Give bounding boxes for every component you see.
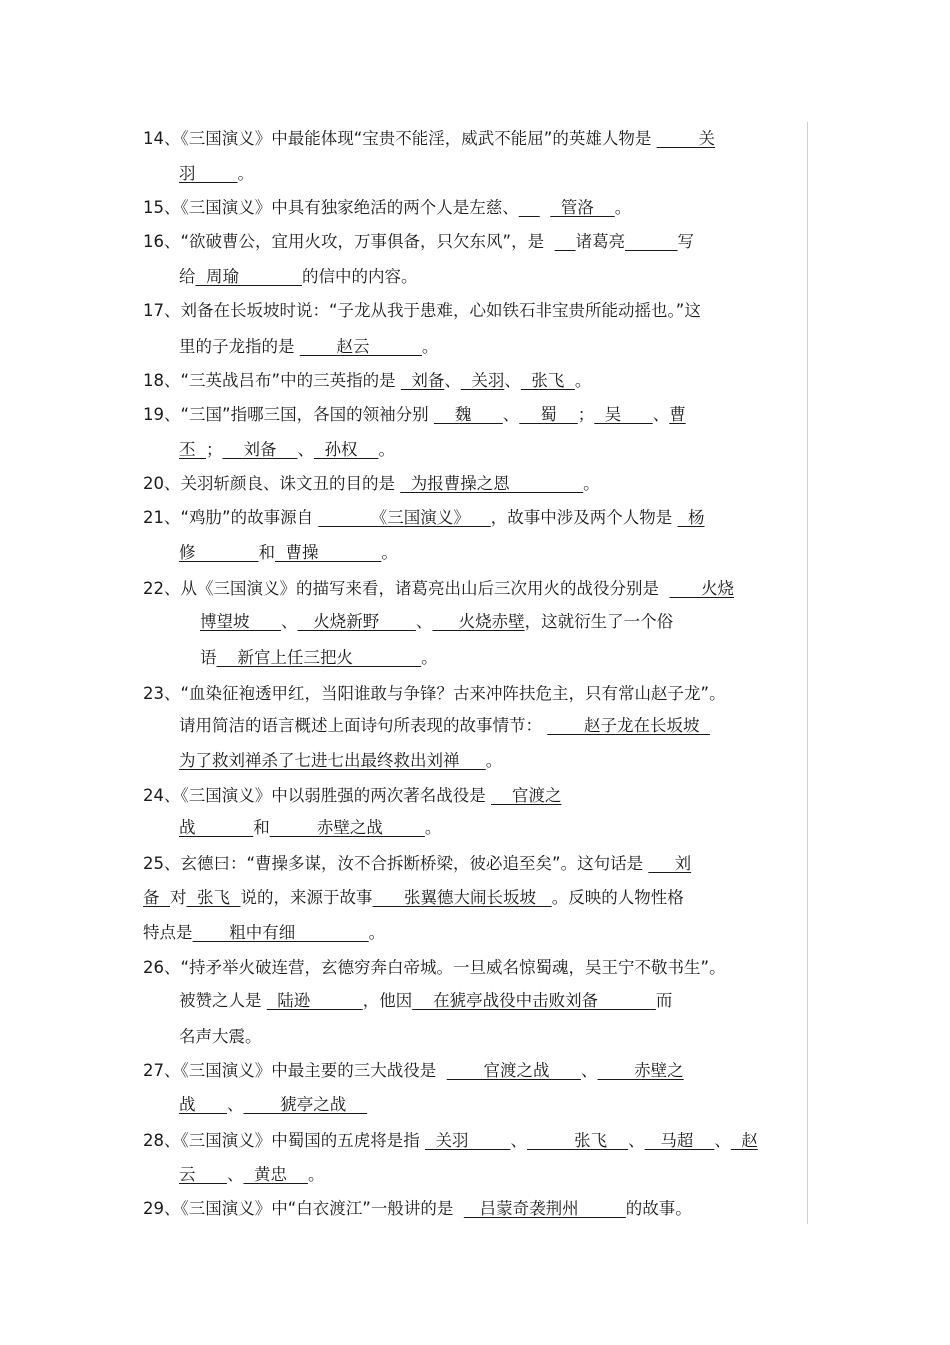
answer-blank: 曹操 [274,543,382,562]
question-text: 29、《三国演义》中“白衣渡江”一般讲的是 [143,1199,464,1218]
question-29-line [143,1198,692,1220]
answer-blank: 张飞 [186,888,241,907]
question-25-line [143,853,691,875]
question-text [540,198,551,217]
answer-blank: 赵子龙在长坂坡 [547,716,710,735]
question-text: 、 [297,440,314,459]
answer-blank: 吴 [594,405,653,424]
answer-blank: 丕 [179,440,206,459]
question-text: 17、刘备在长坂坡时说：“子龙从我于患难，心如铁石非宝贵所能动摇也。”这 [143,301,701,320]
question-text: 、 [510,1131,527,1150]
page-border-right [807,122,808,1224]
question-text: 。反映的人物性格 [551,888,684,907]
answer-blank: 火烧新野 [297,612,416,631]
answer-blank: 修 [179,543,259,562]
answer-blank: 在猇亭战役中击败刘备 [412,991,656,1010]
answer-blank: 马超 [644,1131,715,1150]
question-text: 语 [179,648,217,667]
question-16-line [143,231,694,253]
question-text: 给 [179,267,196,286]
answer-blank: 张飞 [526,1131,629,1150]
question-text: 28、《三国演义》中蜀国的五虎将是指 [143,1131,425,1150]
question-21-line [143,507,705,529]
question-text: 诸葛亮 [575,232,626,251]
answer-blank: 云 [179,1165,227,1184]
question-text: 。 [307,1165,325,1184]
question-16-line [179,266,417,288]
answer-blank: 猇亭之战 [243,1095,368,1114]
question-22-line [179,647,438,669]
question-20-line [143,473,600,495]
answer-blank: 博望坡 [199,612,281,631]
question-text: ； [577,405,595,424]
question-text: 16、“欲破曹公，宜用火攻，万事俱备，只欠东风”，是 [143,232,555,251]
question-text: 。 [421,337,439,356]
question-19-line [179,439,395,461]
answer-blank: 赵 [730,1131,758,1150]
answer-blank: 蜀 [519,405,578,424]
question-text: 14、《三国演义》中最能体现“宝贵不能淫，威武不能屈”的英雄人物是 [143,129,657,148]
answer-blank: 赵云 [299,337,422,356]
answer-blank: 关羽 [425,1131,511,1150]
question-text: 。 [378,440,395,459]
question-text: 19、“三国”指哪三国，各国的领袖分别 [143,405,434,424]
question-text: 。 [237,164,254,183]
question-text: 特点是 [143,923,193,942]
question-text: 。 [381,543,398,562]
question-text: 、 [628,1131,645,1150]
answer-blank: 战 [179,818,254,837]
answer-blank [519,198,540,217]
question-text: 。 [574,371,592,390]
question-text: 被赞之人是 [179,991,267,1010]
answer-blank: 陆逊 [266,991,363,1010]
question-14-line [179,163,254,185]
question-26-line [179,1026,262,1048]
question-text: 。 [485,751,503,770]
answer-blank: 魏 [433,405,503,424]
question-text: 。 [614,198,632,217]
question-text: 22、从《三国演义》的描写来看，诸葛亮出山后三次用火的战役分别是 [143,579,670,598]
answer-blank: 赤壁之 [597,1061,684,1080]
question-24-line [179,817,441,839]
question-text: 25、玄德曰：“曹操多谋，汝不合拆断桥梁，彼必追至矣”。这句话是 [143,854,649,873]
question-text: 23、“血染征袍透甲红，当阳谁敢与争锋？古来冲阵扶危主，只有常山赵子龙”。 [143,684,726,703]
question-text: 里的子龙指的是 [179,337,300,356]
question-25-line [143,887,684,909]
answer-blank: 杨 [677,508,705,527]
answer-blank: 刘备 [222,440,298,459]
question-24-line [143,785,561,807]
question-text: 、 [652,405,670,424]
question-text: 说的，来源于故事 [240,888,373,907]
question-26-line [143,957,726,979]
question-text: 、 [226,1095,244,1114]
question-text: 。 [424,818,442,837]
answer-blank: 羽 [179,164,238,183]
question-23-line [179,750,502,772]
answer-blank: 赤壁之战 [269,818,425,837]
question-text: ，这就衍生了一个俗 [524,612,674,631]
answer-blank: 刘备 [400,371,445,390]
question-23-line [179,715,710,737]
answer-blank: 火烧 [669,579,734,598]
question-17-line [179,336,438,358]
question-text [179,612,200,631]
question-text: ，他因 [362,991,413,1010]
question-25-line [143,922,385,944]
question-14-line [143,128,715,150]
question-text: 、 [504,371,521,390]
question-text: 26、“持矛举火破连营，玄德穷奔白帝城。一旦威名惊蜀魂，吴王宁不敬书生”。 [143,958,726,977]
question-15-line [143,197,631,219]
answer-blank [555,232,576,251]
question-text: 27、《三国演义》中最主要的三大战役是 [143,1061,447,1080]
answer-blank: 粗中有细 [192,923,369,942]
question-26-line [179,990,672,1012]
answer-blank: 张翼德大闹长坂坡 [372,888,552,907]
answer-blank: 吕蒙奇袭荆州 [463,1199,626,1218]
answer-blank: 新官上任三把火 [216,648,422,667]
answer-blank: 周瑜 [195,267,302,286]
question-27-line [179,1094,367,1116]
answer-blank: 关 [656,129,716,148]
answer-blank: 关羽 [460,371,505,390]
question-text: 。 [421,648,438,667]
question-text: 21、“鸡肋”的故事源自 [143,508,319,527]
answer-blank: 黄忠 [243,1165,308,1184]
question-text: 、 [226,1165,244,1184]
answer-blank [625,232,677,251]
answer-blank: 为报曹操之恩 [400,474,584,493]
question-17-line [143,300,701,322]
question-23-line [143,683,726,705]
question-text: 。 [368,923,386,942]
question-21-line [179,542,398,564]
question-text: 的信中的内容。 [301,267,418,286]
question-text: 、 [444,371,461,390]
question-18-line [143,370,591,392]
question-text: 的故事。 [625,1199,692,1218]
question-text: 名声大震。 [179,1027,262,1046]
question-text: 对 [170,888,187,907]
question-text: 、 [280,612,298,631]
answer-blank: 备 [143,888,170,907]
answer-blank: 孙权 [313,440,379,459]
question-text: 24、《三国演义》中以弱胜强的两次著名战役是 [143,786,491,805]
question-text: 20、关羽斩颜良、诛文丑的目的是 [143,474,401,493]
question-text: 请用简洁的语言概述上面诗句所表现的故事情节： [179,716,548,735]
question-text: 18、“三英战吕布”中的三英指的是 [143,371,401,390]
answer-blank: 为了救刘禅杀了七进七出最终救出刘禅 [179,751,486,770]
question-22-line [143,578,734,600]
question-text: 和 [253,818,270,837]
question-text: ； [206,440,223,459]
question-text: 15、《三国演义》中具有独家绝活的两个人是左慈、 [143,198,519,217]
question-text: 、 [415,612,433,631]
question-text: 写 [677,232,695,251]
answer-blank: 曹 [669,405,686,424]
answer-blank: 管洛 [550,198,615,217]
question-text: 、 [714,1131,731,1150]
question-text: 。 [583,474,600,493]
answer-blank: 张飞 [520,371,575,390]
answer-blank: 火烧赤壁 [432,612,525,631]
question-19-line [143,404,686,426]
question-28-line [143,1130,758,1152]
question-text: 而 [655,991,673,1010]
question-27-line [143,1060,684,1082]
question-22-line [179,611,673,633]
answer-blank: 战 [179,1095,227,1114]
question-28-line [179,1164,324,1186]
answer-blank: 刘 [648,854,692,873]
question-text: 和 [258,543,275,562]
question-text: ，故事中涉及两个人物是 [490,508,678,527]
question-text: 、 [580,1061,598,1080]
question-text: 、 [502,405,520,424]
answer-blank: 官渡之 [491,786,562,805]
answer-blank: 《三国演义》 [318,508,491,527]
answer-blank: 官渡之战 [446,1061,581,1080]
